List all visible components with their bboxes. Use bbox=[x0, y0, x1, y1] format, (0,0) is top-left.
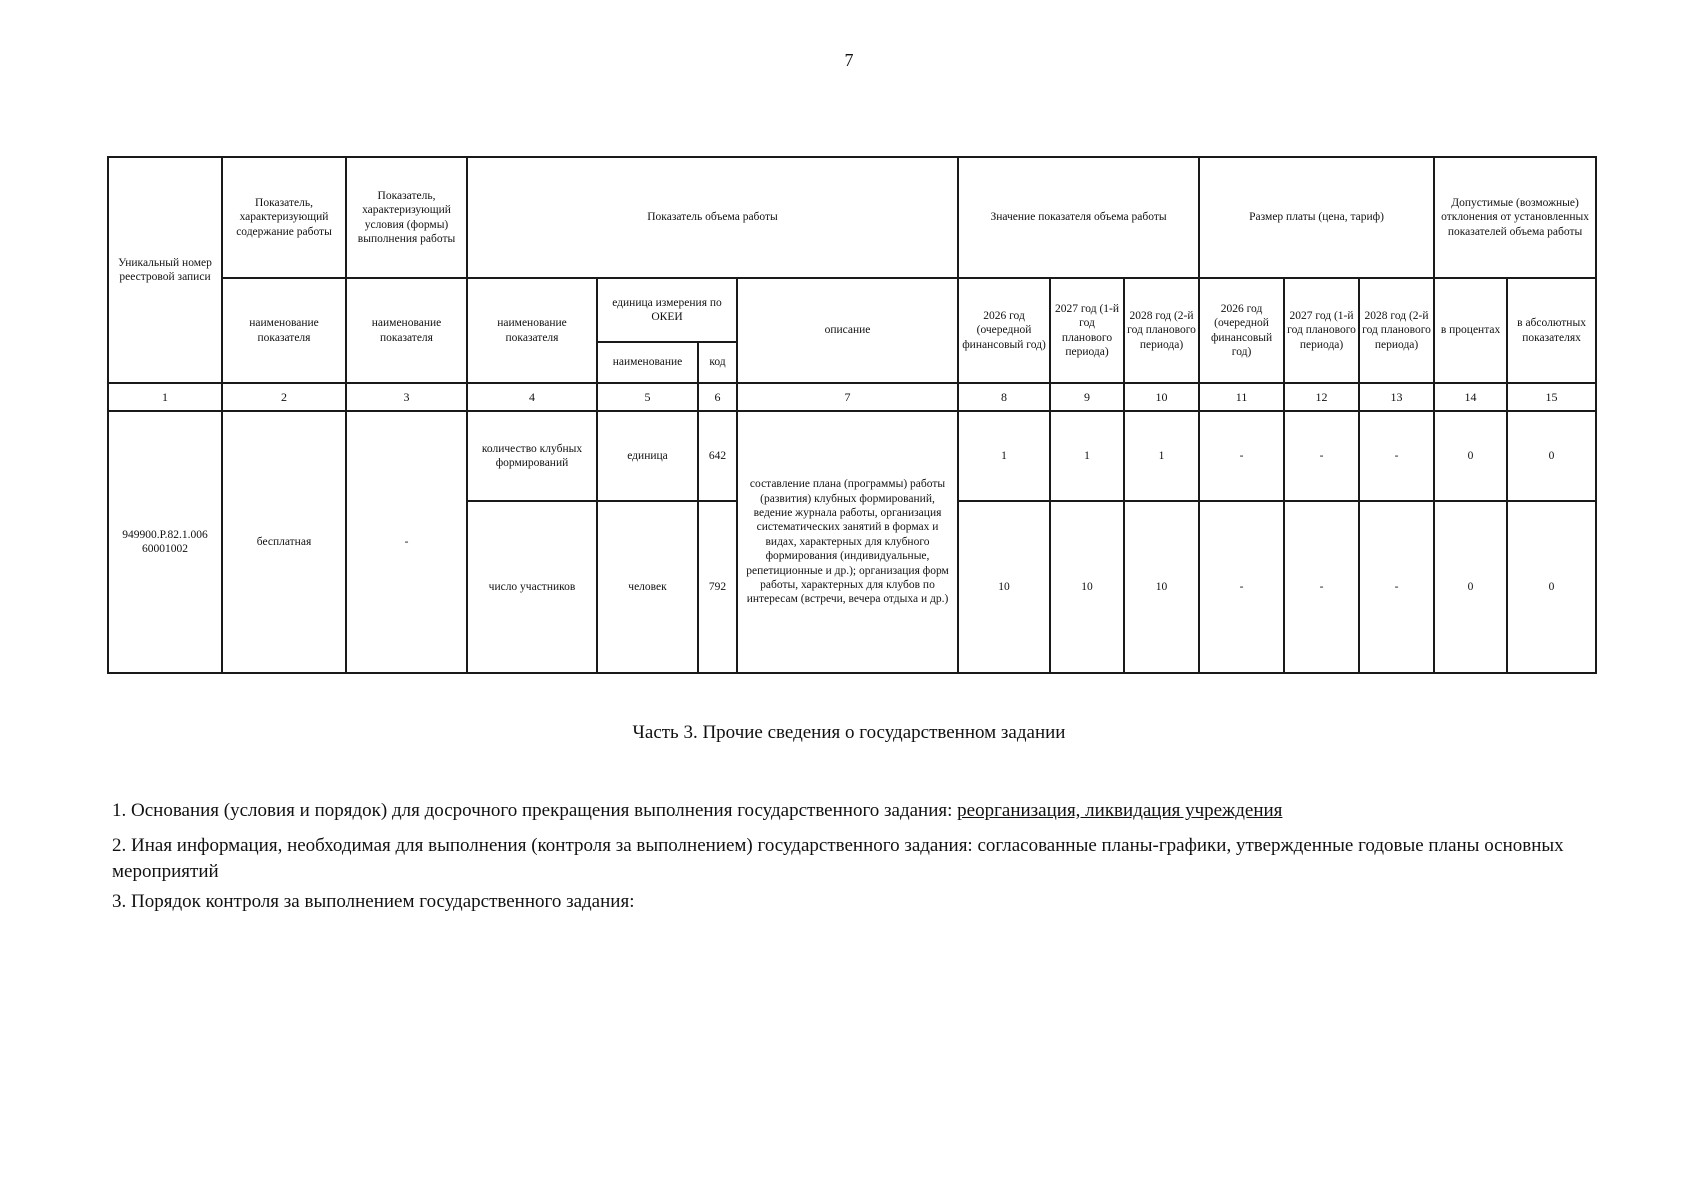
header-content-indicator: Показатель, характеризующий содержание работы bbox=[222, 157, 346, 278]
part3-item-2: 2. Иная информация, необходимая для выполнения (контроля за выполнением) государственного задания: согласованные планы-графики, утвержденные годовые планы основных мероприятий bbox=[112, 835, 1564, 882]
column-number: 11 bbox=[1199, 383, 1284, 411]
record-conditions: - bbox=[346, 411, 467, 673]
subheader-fee-2028: 2028 год (2-й год планового периода) bbox=[1359, 278, 1434, 383]
row-fee-2028: - bbox=[1359, 501, 1434, 673]
header-volume-value: Значение показателя объема работы bbox=[958, 157, 1199, 278]
row-fee-2026: - bbox=[1199, 411, 1284, 501]
row-value-2026: 1 bbox=[958, 411, 1050, 501]
subheader-okei: единица измерения по ОКЕИ bbox=[597, 278, 737, 342]
header-conditions-indicator: Показатель, характеризующий условия (формы) выполнения работы bbox=[346, 157, 467, 278]
column-number: 7 bbox=[737, 383, 958, 411]
subheader-fee-2027: 2027 год (1-й год планового периода) bbox=[1284, 278, 1359, 383]
row-fee-2027: - bbox=[1284, 501, 1359, 673]
header-row bbox=[108, 157, 1596, 278]
column-number: 9 bbox=[1050, 383, 1124, 411]
header-deviations: Допустимые (возможные) отклонения от установленных показателей объема работы bbox=[1434, 157, 1596, 278]
part3-item-3: 3. Порядок контроля за выполнением государственного задания: bbox=[112, 891, 635, 912]
subheader-okei-name: наименование bbox=[597, 342, 698, 383]
column-number: 3 bbox=[346, 383, 467, 411]
part3-item-1-text: 1. Основания (условия и порядок) для досрочного прекращения выполнения государственного задания: bbox=[112, 800, 958, 821]
column-number: 8 bbox=[958, 383, 1050, 411]
subheader-row bbox=[108, 278, 1596, 342]
row-indicator: количество клубных формирований bbox=[467, 411, 597, 501]
header-unique-number: Уникальный номер реестровой записи bbox=[108, 157, 222, 383]
row-value-2028: 1 bbox=[1124, 411, 1199, 501]
row-fee-2026: - bbox=[1199, 501, 1284, 673]
subheader-volume-name: наименование показателя bbox=[467, 278, 597, 383]
row-unit: человек bbox=[597, 501, 698, 673]
subheader-val-2026: 2026 год (очередной финансовый год) bbox=[958, 278, 1050, 383]
column-number: 6 bbox=[698, 383, 737, 411]
subheader-description: описание bbox=[737, 278, 958, 383]
record-unique-number: 949900.Р.82.1.006 60001002 bbox=[108, 411, 222, 673]
header-fee: Размер платы (цена, тариф) bbox=[1199, 157, 1434, 278]
subheader-okei-code: код bbox=[698, 342, 737, 383]
column-number: 2 bbox=[222, 383, 346, 411]
column-number: 10 bbox=[1124, 383, 1199, 411]
record-content: бесплатная bbox=[222, 411, 346, 673]
header-volume-indicator: Показатель объема работы bbox=[467, 157, 958, 278]
subheader-fee-2026: 2026 год (очередной финансовый год) bbox=[1199, 278, 1284, 383]
part3-title: Часть 3. Прочие сведения о государственном задании bbox=[632, 722, 1066, 743]
subheader-content-name: наименование показателя bbox=[222, 278, 346, 383]
row-dev-abs: 0 bbox=[1507, 501, 1596, 673]
column-number: 13 bbox=[1359, 383, 1434, 411]
row-dev-abs: 0 bbox=[1507, 411, 1596, 501]
row-value-2027: 10 bbox=[1050, 501, 1124, 673]
row-fee-2027: - bbox=[1284, 411, 1359, 501]
table-row bbox=[108, 411, 1596, 501]
row-value-2028: 10 bbox=[1124, 501, 1199, 673]
row-unit: единица bbox=[597, 411, 698, 501]
subheader-dev-abs: в абсолютных показателях bbox=[1507, 278, 1596, 383]
part3-item-1-value: реорганизация, ликвидация учреждения bbox=[957, 800, 1283, 821]
column-number: 5 bbox=[597, 383, 698, 411]
page-number: 7 bbox=[844, 50, 854, 70]
column-number: 12 bbox=[1284, 383, 1359, 411]
row-dev-percent: 0 bbox=[1434, 501, 1507, 673]
row-fee-2028: - bbox=[1359, 411, 1434, 501]
subheader-val-2027: 2027 год (1-й год планового периода) bbox=[1050, 278, 1124, 383]
row-indicator: число участников bbox=[467, 501, 597, 673]
row-code: 792 bbox=[698, 501, 737, 673]
subheader-dev-percent: в процентах bbox=[1434, 278, 1507, 383]
column-number: 14 bbox=[1434, 383, 1507, 411]
column-number: 15 bbox=[1507, 383, 1596, 411]
record-description: составление плана (программы) работы (развития) клубных формирований, ведение журнала работы, организация систематических занятий в формах и видах, характерных для клубного формирования (индивидуальные, репетиционные и др.); организация форм работы, характерных для клубов по интересам (встречи, вечера отдыха и др.) bbox=[737, 411, 958, 673]
part3-item-1 bbox=[112, 798, 1592, 824]
state-task-volume-table bbox=[107, 156, 1597, 674]
row-value-2027: 1 bbox=[1050, 411, 1124, 501]
row-dev-percent: 0 bbox=[1434, 411, 1507, 501]
row-code: 642 bbox=[698, 411, 737, 501]
column-number: 4 bbox=[467, 383, 597, 411]
column-number-row bbox=[108, 383, 1596, 411]
row-value-2026: 10 bbox=[958, 501, 1050, 673]
column-number: 1 bbox=[108, 383, 222, 411]
subheader-val-2028: 2028 год (2-й год планового периода) bbox=[1124, 278, 1199, 383]
subheader-conditions-name: наименование показателя bbox=[346, 278, 467, 383]
